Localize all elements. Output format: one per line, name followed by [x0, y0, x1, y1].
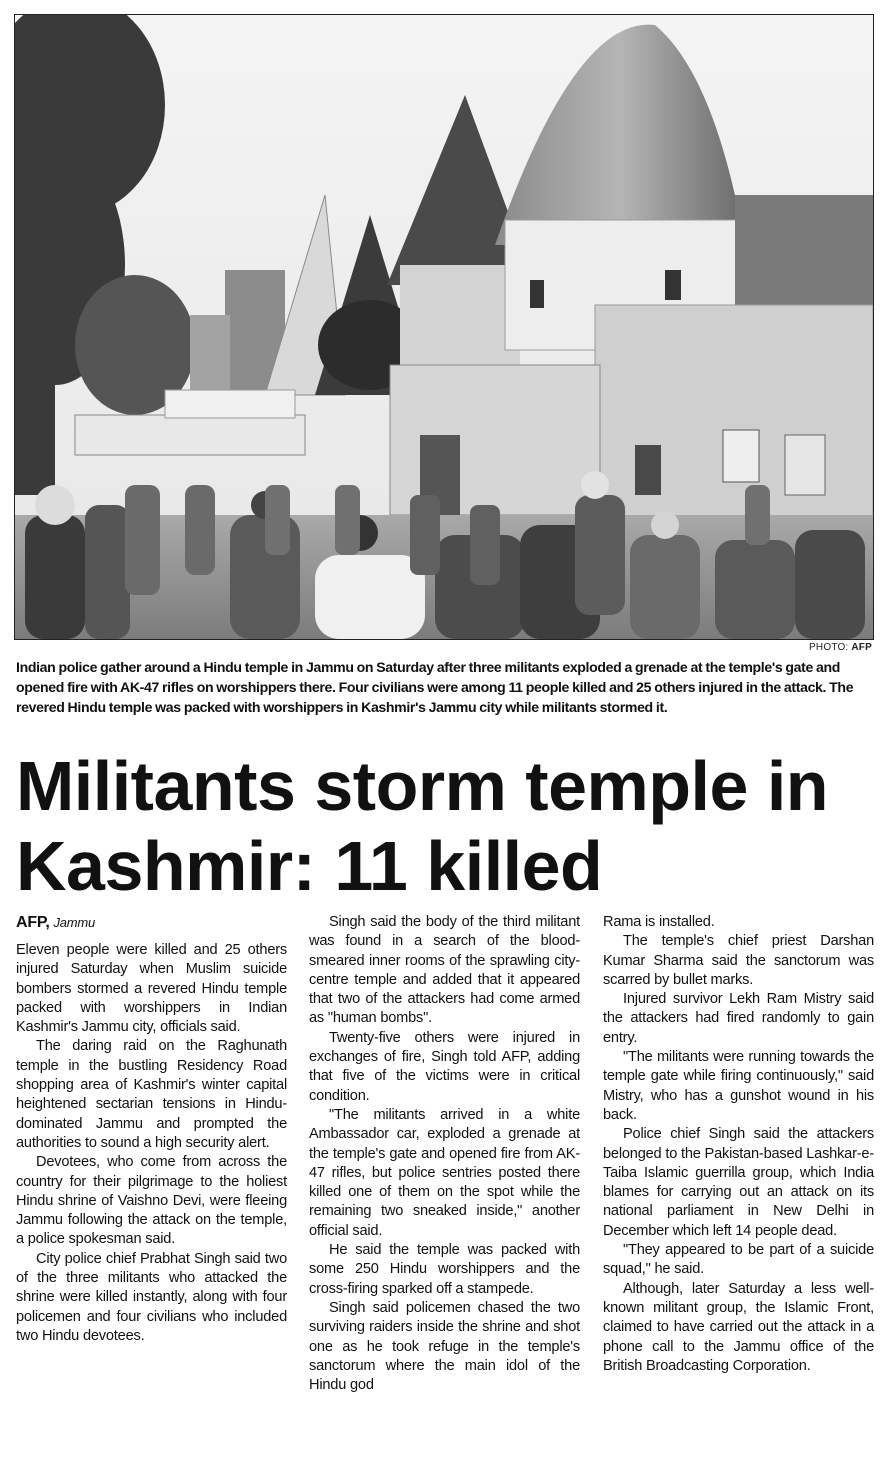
paragraph: "The militants arrived in a white Ambassador car, exploded a grenade at the temple's gate and opened fire from AK-47 rifles, but police sentries posted there killed one of them on the spot while the remaining two sneaked inside," another official said. — [309, 1106, 580, 1239]
paragraph: Injured survivor Lekh Ram Mistry said the attackers had fired randomly to gain entry. — [603, 991, 874, 1046]
paragraph: He said the temple was packed with some 250 Hindu worshippers and the cross-firing sparked off a stampede. — [309, 1242, 580, 1297]
article-body — [16, 913, 876, 1465]
photo-credit-agency: AFP — [851, 642, 872, 653]
byline — [16, 913, 287, 933]
paragraph: The daring raid on the Raghunath temple in the bustling Residency Road shopping area of Kashmir's winter capital heightened sectarian tensions in Hindu-dominated Jammu and prompted the authorities to sound a high security alert. — [16, 1038, 287, 1151]
paragraph: "They appeared to be part of a suicide squad," he said. — [603, 1242, 874, 1278]
paragraph: "The militants were running towards the temple gate while firing continuously," said Mistry, who has a gunshot wound in his back. — [603, 1049, 874, 1123]
paragraph: The temple's chief priest Darshan Kumar Sharma said the sanctorum was scarred by bullet marks. — [603, 933, 874, 988]
paragraph: Although, later Saturday a less well-known militant group, the Islamic Front, claimed to have carried out the attack in a phone call to the Jammu office of the British Broadcasting Corporation. — [603, 1280, 874, 1374]
paragraph: Singh said the body of the third militant was found in a search of the blood-smeared inner rooms of the sprawling city-centre temple and added that it appeared that two of the attackers had come armed as "human bombs". — [309, 914, 580, 1027]
paragraph: Eleven people were killed and 25 others injured Saturday when Muslim suicide bombers stormed a revered Hindu temple packed with worshippers in Indian Kashmir's Jammu city, officials said. — [16, 942, 287, 1036]
paragraph-continued: Rama is installed. — [603, 914, 715, 930]
photo-credit — [809, 642, 872, 653]
photo-credit-prefix: PHOTO: — [809, 642, 849, 653]
article-column-1 — [16, 913, 287, 1346]
paragraph: Twenty-five others were injured in exchanges of fire, Singh told AFP, adding that five of the victims were in critical condition. — [309, 1029, 580, 1104]
photo-caption: Indian police gather around a Hindu temple in Jammu on Saturday after three militants exploded a grenade at the temple's gate and opened fire with AK-47 rifles on worshippers there. Four civilians were among 11 people killed and 25 others injured in the attack. The revered Hindu temple was packed with worshippers in Kashmir's Jammu city while militants stormed it. — [16, 659, 854, 715]
byline-agency: AFP, — [16, 914, 50, 931]
paragraph: Police chief Singh said the attackers belonged to the Pakistan-based Lashkar-e-Taiba Islamic guerrilla group, which India blames for carrying out an attack on its national parliament in New Delhi in December which left 14 people dead. — [603, 1126, 874, 1239]
paragraph: City police chief Prabhat Singh said two of the three militants who attacked the shrine were killed instantly, along with four policemen and four civilians who included two Hindu devotees. — [16, 1250, 287, 1344]
article-column-3 — [603, 913, 874, 1376]
byline-place: Jammu — [53, 915, 96, 930]
headline: Militants storm temple in Kashmir: 11 killed — [16, 747, 829, 905]
paragraph: Devotees, who come from across the country for their pilgrimage to the holiest Hindu shrine of Vaishno Devi, were fleeing Jammu following the attack on the temple, a police spokesman said. — [16, 1154, 287, 1248]
paragraph: Singh said policemen chased the two surviving raiders inside the shrine and shot one as he took refuge in the temple's sanctorum where the main idol of the Hindu god — [309, 1299, 580, 1394]
article-column-2 — [309, 913, 580, 1395]
news-photo — [14, 14, 874, 640]
